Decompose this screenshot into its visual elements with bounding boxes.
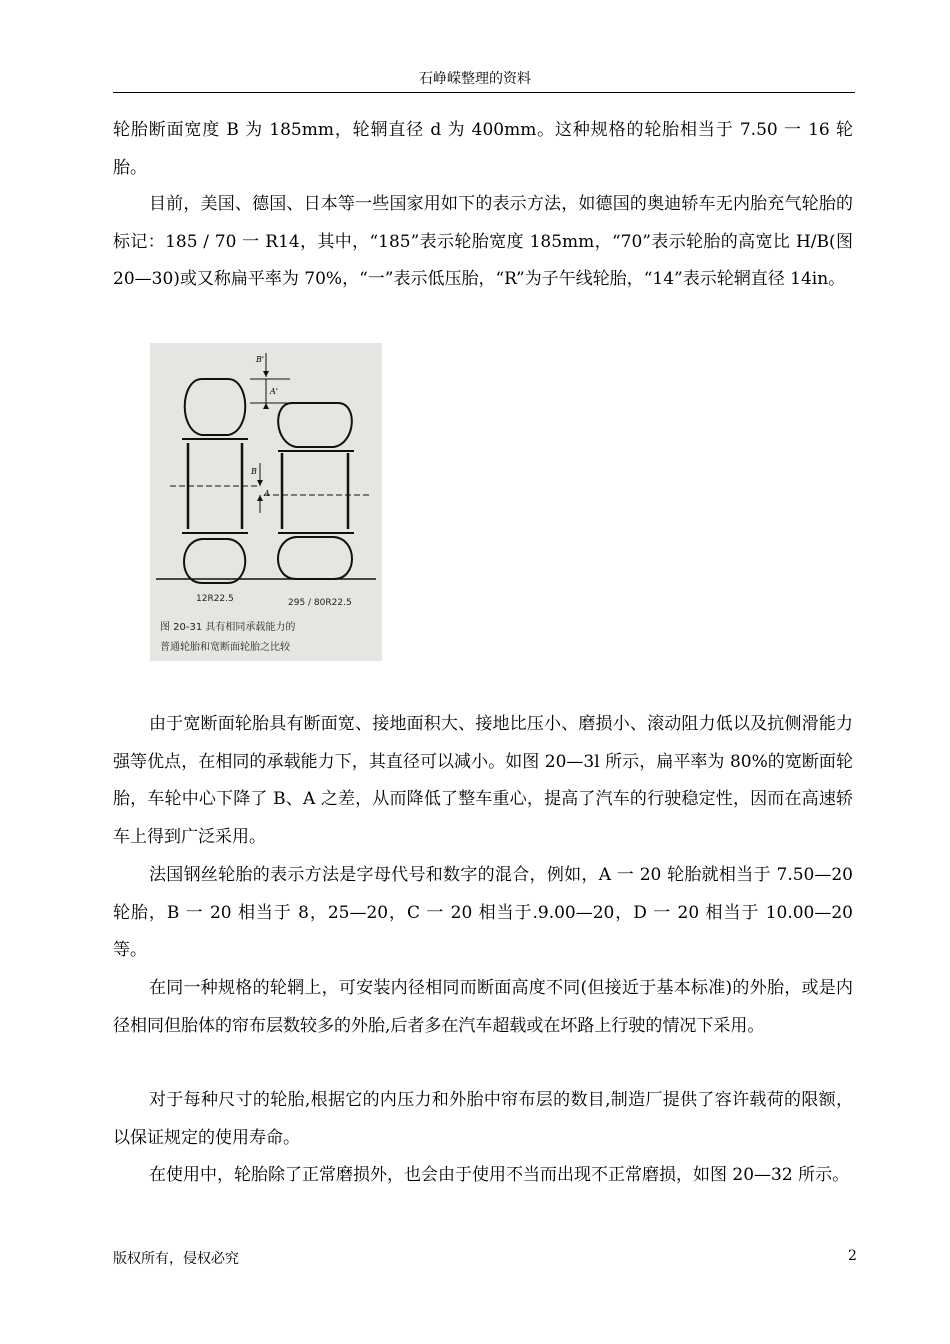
- paragraph-2: 目前，美国、德国、日本等一些国家用如下的表示方法，如德国的奥迪轿车无内胎充气轮胎的标记：185 / 70 一 R14，其中，“185”表示轮胎宽度 185mm，“70”表示轮胎的高宽比 H/B(图 20—30)或又称扁平率为 70%，“一”表示低压胎，“R”为子午线轮胎，“14”表示轮辋直径 14in。: [113, 194, 853, 289]
- figure-caption-line-1: 图 20-31 具有相同承载能力的: [160, 622, 296, 633]
- dim-label-a-prime: A': [270, 387, 278, 396]
- dim-label-b: B: [251, 467, 257, 476]
- tire-1-label: 12R22.5: [196, 594, 234, 604]
- tire-2-drawing: [264, 403, 370, 579]
- footer-copyright: 版权所有，侵权必究: [113, 1251, 239, 1267]
- dim-label-a: A: [264, 489, 270, 498]
- dimension-marks: [250, 353, 290, 513]
- dim-label-b-prime: B': [256, 355, 265, 364]
- page-number: 2: [848, 1248, 857, 1264]
- header-rule: [113, 92, 855, 93]
- paragraph-6: 对于每种尺寸的轮胎,根据它的内压力和外胎中帘布层的数目,制造厂提供了容许载荷的限额，以保证规定的使用寿命。: [113, 1090, 853, 1148]
- tire-1-drawing: [170, 379, 260, 583]
- tire-2-label: 295 / 80R22.5: [288, 598, 352, 608]
- figure-caption-line-2: 普通轮胎和宽断面轮胎之比较: [160, 642, 290, 653]
- paragraph-5: 在同一种规格的轮辋上，可安装内径相同而断面高度不同(但接近于基本标准)的外胎，或是内径相同但胎体的帘布层数较多的外胎,后者多在汽车超载或在坏路上行驶的情况下采用。: [113, 978, 853, 1036]
- paragraph-3: 由于宽断面轮胎具有断面宽、接地面积大、接地比压小、磨损小、滚动阻力低以及抗侧滑能力强等优点，在相同的承载能力下，其直径可以减小。如图 20—3l 所示，扁平率为 80%的宽断面轮胎，车轮中心下降了 B、A 之差，从而降低了整车重心，提高了汽车的行驶稳定性，因而在高速轿车上得到广泛采用。: [113, 714, 853, 847]
- tire-comparison-figure: [150, 343, 382, 661]
- tire-diagram: [150, 343, 382, 661]
- paragraph-7: 在使用中，轮胎除了正常磨损外，也会由于使用不当而出现不正常磨损，如图 20—32 所示。: [149, 1165, 850, 1185]
- page-header: 石峥嵘整理的资料: [419, 71, 531, 87]
- paragraph-1: 轮胎断面宽度 B 为 185mm，轮辋直径 d 为 400mm。这种规格的轮胎相当于 7.50 一 16 轮胎。: [113, 120, 853, 178]
- paragraph-4: 法国钢丝轮胎的表示方法是字母代号和数字的混合，例如，A 一 20 轮胎就相当于 7.50—20 轮胎，B 一 20 相当于 8，25—20，C 一 20 相当于.9.00—20，D 一 20 相当于 10.00—20 等。: [113, 865, 853, 960]
